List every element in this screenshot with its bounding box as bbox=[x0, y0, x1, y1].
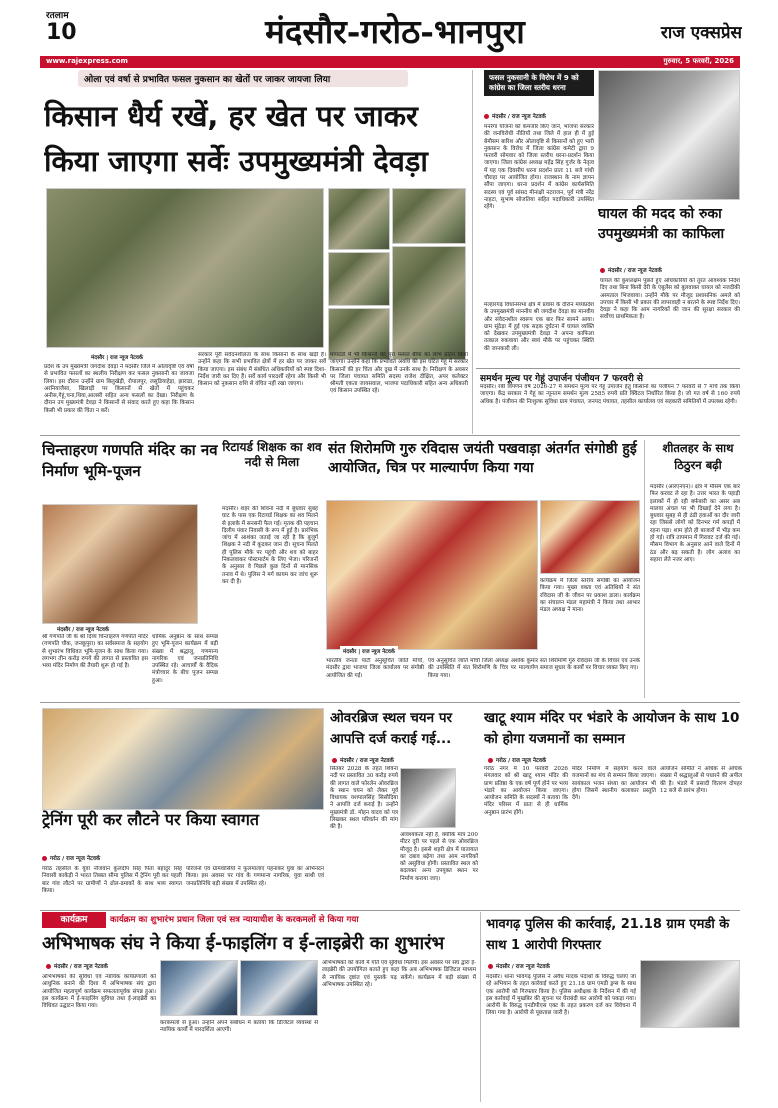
convoy-body-left: मल्हारगढ़ विधानसभा क्षेत्र में प्रवास के दौरान मध्यप्रदेश के उपमुख्यमंत्री माननीय श्री जगदीश देवड़ा का मानवीय और संवेदनशील स्वरूप एक बार फिर सामने आया। ग्राम सूंठेड़ा में हुई एक सड़क दुर्घटना में घायल व्यक्ति को देखकर उपमुख्यमंत्री देवड़ा ने अपना काफिला तत्काल रुकवाया और स्वयं मौके पर पहुंचकर स्थिति की जानकारी ली। bbox=[484, 302, 594, 352]
police-byline: मंदसौर / राज न्यूज नेटवर्क bbox=[488, 962, 550, 970]
overbridge-headline: ओवरब्रिज स्थल चयन पर आपत्ति दर्ज कराई गई... bbox=[330, 710, 453, 747]
lead-photo-3 bbox=[328, 252, 390, 306]
brand-name: राज एक्सप्रेस bbox=[660, 23, 742, 43]
convoy-body-mid: घायल की कुशलक्षेम पूछते हुए अधिकारियों को तुरंत आवश्यक निर्देश दिए तथा बिना किसी देरी के एंबुलेंस को बुलवाकर घायल को नजदीकी अस्पताल भिजवाया। उन्होंने मौके पर मौजूद प्रशासनिक अमले को उपचार में किसी भी प्रकार की लापरवाही न बरतने के स्पष्ट निर्देश दिए। देवड़ा ने कहा कि आम नागरिकों की जान की सुरक्षा सरकार की सर्वोच्च प्राथमिकता है। bbox=[600, 278, 740, 321]
lead-photo-caption: मंदसौर | राज न्यूज नेटवर्क bbox=[88, 352, 146, 362]
msp-body: मंदसौर। रबी विपणन वर्ष 2026-27 में समर्थन मूल्य पर गेहूं उपार्जन हेतु किसानों का पंजीयन 7 फरवरी से 7 मार्च तक किया जाएगा। केंद्र सरकार ने गेहूं का न्यूनतम समर्थन मूल्य 2585 रुपये प्रति क्विंटल निर्धारित किया है। जो गत वर्ष से 160 रुपये अधिक है। पंजीयन की निःशुल्क सुविधा ग्राम पंचायत, जनपद पंचायत, तहसील कार्यालय एवं सहकारी समितियों में उपलब्ध रहेगी। bbox=[480, 384, 740, 405]
cold-headline: शीतलहर के साथ ठिठुरन बढ़ी bbox=[662, 441, 734, 472]
ganpati-body-right: धार्मिक अनुष्ठान के साथ सम्पन्न हुए भूमि-पूजन कार्यक्रम में बड़ी संख्या में श्रद्धालु, गणमान्य नागरिक एवं जनप्रतिनिधि उपस्थित रहे। आचार्यों के वैदिक मंत्रोच्चार के बीच पूजन सम्पन्न हुआ। bbox=[152, 634, 218, 684]
karyakram-headline: अभिभाषक संघ ने किया ई-फाइलिंग व ई-लाइब्रेरी का शुभारंभ bbox=[42, 933, 445, 954]
karyakram-tag: कार्यक्रम bbox=[42, 912, 106, 928]
lead-kicker: ओला एवं वर्षा से प्रभावित फसल नुकसान का खेतों पर जाकर जायजा लिया bbox=[78, 70, 408, 87]
ravidas-body-side: कार्यक्रम में जिला स्तरीय संगोष्ठी का आयोजन किया गया। मुख्य वक्ता एवं अतिथियों ने संत रविदास जी के जीवन पर प्रकाश डाला। कार्यक्रम का संचालन मंडल महामंत्री ने किया तथा आभार मंडल अध्यक्ष ने माना। bbox=[540, 578, 640, 614]
masthead-date: गुरुवार, 5 फरवरी, 2026 bbox=[663, 57, 734, 65]
msp-rule bbox=[476, 368, 740, 369]
lead-photo-main bbox=[46, 188, 324, 348]
training-headline: ट्रेनिंग पूरी कर लौटने पर किया स्वागत bbox=[42, 810, 259, 829]
teacher-body: मंदसौर। शहर की शिवना नदी में बुधवार सुबह घाट के पास एक रिटायर्ड शिक्षक का शव मिलने से इलाके में सनसनी फैल गई। मृतक की पहचान दिलीप पंवार निवासी के रूप में हुई है। प्रारंभिक जांच में आशंका जताई जा रही है कि बुजुर्ग शिक्षक ने नदी में कूदकर जान दी। सूचना मिलते ही पुलिस मौके पर पहुंची और शव को बाहर निकलवाकर पोस्टमार्टम के लिए भेजा। परिजनों के अनुसार वे पिछले कुछ दिनों से मानसिक तनाव में थे। पुलिस ने मर्ग कायम कर जांच शुरू कर दी है। bbox=[222, 506, 318, 585]
overbridge-body-right: आवश्यकता नहीं है, क्योंकि मात्र 200 मीटर दूरी पर पहले से एक ओवरब्रिज मौजूद है। इससे शहरी क्षेत्र में यातायात का दबाव बढ़ेगा तथा आम नागरिकों को असुविधा होगी। प्रस्तावित स्थल को बदलकर अन्य उपयुक्त स्थान पर निर्माण कराया जाए। bbox=[400, 832, 478, 882]
side-story-byline: मंदसौर / राज न्यूज नेटवर्क bbox=[484, 112, 546, 120]
overbridge-photo bbox=[400, 768, 456, 828]
lead-photo-6 bbox=[392, 246, 466, 360]
training-body-right: परिजनों एवं ग्रामवासियों ने फूलमालाएं पहनाकर युवा का अभिनंदन किया। इस अवसर पर गांव के गणमान्य नागरिक, युवा साथी एवं जनप्रतिनिधि बड़ी संख्या में उपस्थित रहे। bbox=[186, 866, 324, 887]
lead-body-left: प्रदेश के उप मुख्यमंत्री जगदीश देवड़ा ने मंदसौर जिले में ओलावृष्टि एवं वर्षा से प्रभावित फसलों का स्थलीय निरीक्षण कर फसल नुकसानी का जायजा लिया। इस दौरान उन्होंने ग्राम बिलुखेड़ी, रोपालपुर, लसूडियाहेड़ा, झाराडा, अरनियाजैसा, खिलाड़ी पर किसानों से खेतों में पहुंचकर अनीस,गेहूं,चना,धिया,आलसी सहित अन्य फसलों का देखा। निरीक्षण के दौरान उप मुख्यमंत्री देवड़ा ने किसानों से संवाद करते हुए कहा कि किसान किसी भी प्रकार की चिंता न करें। bbox=[44, 364, 194, 414]
police-divider bbox=[480, 912, 481, 1102]
page-number: 10 bbox=[46, 20, 77, 45]
ravidas-headline: संत शिरोमणि गुरु रविदास जयंती पखवाड़ा अंतर्गत संगोष्ठी हुई आयोजित, चित्र पर माल्यार्पण किया गया bbox=[328, 441, 637, 476]
karyakram-body-left: अभिभाषकों की सुविधा एवं न्यायिक कार्यप्रणाली को आधुनिक बनाने की दिशा में अभिभाषक संघ द्वारा आयोजित महत्वपूर्ण कार्यक्रम सफलतापूर्वक संपन्न हुआ। इस कार्यक्रम में ई-फाइलिंग सुविधा तथा ई-लाइब्रेरी का विधिवत उद्घाटन किया गया। bbox=[42, 974, 156, 1010]
ganpati-headline: चिन्ताहरण गणपति मंदिर का नव निर्माण भूमि-पूजन bbox=[42, 441, 218, 480]
convoy-headline: घायल की मदद को रुका उपमुख्यमंत्री का काफिला bbox=[598, 206, 725, 242]
convoy-byline: मंदसौर / राज न्यूज नेटवर्क bbox=[600, 266, 662, 274]
overbridge-body-left: सितंबर 2028 के तहत शिवना नदी पर प्रस्तावित 30 करोड़ रुपये की लागत वाले फोरलेन ओवरब्रिज के स्थान चयन को लेकर पूर्व विधायक यशपालसिंह सिसौदिया ने आपत्ति दर्ज कराई है। उन्होंने मुख्यमंत्री डॉ. मोहन यादव को पत्र लिखकर स्थल परिवर्तन की मांग की है। bbox=[330, 766, 398, 831]
col-divider bbox=[472, 70, 473, 434]
website-link[interactable]: www.rajexpress.com bbox=[46, 57, 128, 65]
police-body: मंदसौर। थाना भावगढ़ पुलिस ने अवैध मादक पदार्थों के विरुद्ध चलाए जा रहे अभियान के तहत कार्रवाई करते हुए 21.18 ग्राम एमडी ड्रग्स के साथ एक आरोपी को गिरफ्तार किया है। पुलिस अधीक्षक के निर्देशन में की गई इस कार्रवाई में मुखबिर की सूचना पर घेराबंदी कर आरोपी को पकड़ा गया। आरोपी के विरुद्ध एनडीपीएस एक्ट के तहत प्रकरण दर्ज कर विवेचना में लिया गया है। आरोपी से पूछताछ जारी है। bbox=[486, 974, 636, 1017]
msp-headline: समर्थन मूल्य पर गेहूं उपार्जन पंजीयन 7 फरवरी से bbox=[480, 374, 643, 384]
ravidas-photo bbox=[326, 500, 538, 650]
ganpati-caption: मंदसौर / राज न्यूज नेटवर्क bbox=[54, 624, 112, 634]
khatu-headline: खाटू श्याम मंदिर पर भंडारे के आयोजन के साथ 10 को होगा यजमानों का सम्मान bbox=[484, 710, 740, 747]
masthead-bar bbox=[40, 56, 740, 68]
ganpati-photo bbox=[42, 504, 198, 624]
side-story-photo bbox=[598, 70, 740, 200]
section-rule-2 bbox=[40, 702, 740, 703]
karyakram-kicker: कार्यक्रम का शुभारंभ प्रधान जिला एवं सत्र न्यायाधीश के करकमलों से किया गया bbox=[110, 915, 359, 925]
side-story-body: मनरेगा योजना को कमजोर किए जाने, भाजपा सरकार की जनविरोधी नीतियों तथा जिले में हाल ही में हुई बेमौसम बारिश और ओलावृष्टि से किसानों को हुए भारी नुकसान के विरोध में जिला कांग्रेस कमेटी द्वारा 9 फरवरी सोमवार को जिला स्तरीय धरना-प्रदर्शन किया जाएगा। जिला कांग्रेस अध्यक्ष महेंद्र सिंह गुर्जर के नेतृत्व में यह एक दिवसीय धरना प्रदर्शन प्रातः 11 बजे गांधी चौराहा पर आयोजित होगा। राजस्थान के नाम ज्ञापन सौंपा जाएगा। धरना प्रदर्शन में कांग्रेस कार्यसमिति सदस्य एवं पूर्व सांसद मीनाक्षी नटराजन, पूर्व मंत्री नरेंद्र नाहटा, सुभाष सोजतिया सहित पदाधिकारी उपस्थित रहेंगे। bbox=[484, 124, 594, 211]
karyakram-photo-1 bbox=[160, 960, 238, 1016]
masthead-title: मंदसौर-गरोठ-भानपुरा bbox=[265, 12, 525, 51]
ganpati-body-left: श्री गणपति जी के श्री दिव्य चिन्ताहरण गणपति मंदिर (गणपति चौक, जनकूपुरा) का सर्वसमाज के सहयोग से शुभारंभ विधिवत भूमि-पूजन के साथ किया गया। लगभग तीन करोड़ रुपये की लागत से प्रस्तावित इस भव्य मंदिर निर्माण की तैयारी शुरू हो गई है। bbox=[42, 634, 148, 670]
masthead-city: रतलाम bbox=[46, 11, 69, 21]
khatu-body-right: आयोजन समिति ने अधिक से अधिक संख्या में श्रद्धालुओं से पधारने की अपील की है। भंडारे में प्रसादी वितरण दोपहर 12 बजे से प्रारंभ होगा। bbox=[660, 766, 742, 794]
lead-headline: किसान धैर्य रखें, हर खेत पर जाकर किया जाएगा सर्वेः उपमुख्यमंत्री देवड़ा bbox=[44, 99, 428, 178]
lead-body-mid: सरकार पूरी संवेदनशीलता के साथ किसानों के साथ खड़ी है। उन्होंने कहा कि सभी प्रभावित क्षेत्रों में हर खेत पर जाकर सर्वे किया जाएगा। इस संबंध में संबंधित अधिकारियों को स्पष्ट दिशा-निर्देश जारी कर दिए हैं। सर्वे कार्य पारदर्शी रहेगा और किसी भी किसान को नुकसान राशि से वंचित नहीं रखा जाएगा। bbox=[198, 352, 326, 388]
police-headline: भावगढ़ पुलिस की कार्रवाई, 21.18 ग्राम एमडी के साथ 1 आरोपी गिरफ्तार bbox=[486, 917, 730, 953]
karyakram-body-mid: करकमलों से हुआ। उन्होंने अपने संबोधन में बताया कि डिजिटल व्यवस्था से न्यायिक कार्यों में पारदर्शिता आएगी। bbox=[160, 1020, 318, 1034]
karyakram-byline: मंदसौर / राज न्यूज नेटवर्क bbox=[46, 962, 108, 970]
training-body-left: गरोठ तहसील के युवा नौजवान कुलदीप सिंह पिता बहादुर सिंह निवासी काकेड़ी ने भारत तिब्बत सीमा पुलिस में ट्रेनिंग पूरी कर पहली बार गांव लौटने पर ग्रामीणों ने ढोल-ढमाकों के साथ भव्य स्वागत किया। bbox=[42, 866, 182, 894]
ravidas-body-right: संत शिरोमणि गुरु रविदास जी के विचार एवं उनके समाज सुधार के कार्यों पर विचार व्यक्त किए गए। bbox=[540, 658, 640, 672]
side-story-kicker: फसल नुकसानी के विरोध में 9 को कांग्रेस का जिला स्तरीय धरना bbox=[484, 70, 594, 96]
section-rule-1 bbox=[40, 435, 740, 436]
khatu-body-mid: मंदिर निर्माण में सहयोग करने वाले यजमानों का मंच से सम्मान किया जाएगा। सायंकाल भजन संध्या का आयोजन भी होगा जिसमें स्थानीय कलाकार प्रस्तुति देंगे। bbox=[572, 766, 656, 802]
training-photo bbox=[42, 708, 324, 810]
cold-body: मंदसौर (आरएनएन)। क्षेत्र में मौसम एक बार फिर करवट ले रहा है। उत्तर भारत के पहाड़ी इलाकों में हो रही बर्फबारी का असर अब मालवा अंचल पर भी दिखाई देने लगा है। बुधवार सुबह से ही ठंडी हवाओं का दौर जारी रहा जिससे लोगों को दिनभर गर्म कपड़ों में रहना पड़ा। शाम होते ही बाजारों में भीड़ कम हो गई। रात्रि तापमान में गिरावट दर्ज की गई। मौसम विभाग के अनुसार आने वाले दिनों में ठंड और बढ़ सकती है। लोग अलाव का सहारा लेते नजर आए। bbox=[650, 484, 740, 563]
section-rule-3 bbox=[40, 910, 740, 911]
khatu-byline: गरोठ / राज न्यूज नेटवर्क bbox=[488, 756, 546, 764]
lead-photo-2 bbox=[328, 188, 390, 250]
police-photo bbox=[640, 960, 740, 1028]
khatu-body-left: गरोठ नगर में 10 फरवरी 2026 मंगलवार को श्री खाटू श्याम मंदिर की प्राण प्रतिष्ठा के एक वर्ष पूर्ण होने पर भव्य भंडारे का आयोजन किया जाएगा। आयोजन समिति के सदस्यों ने बताया कि मंदिर परिसर में प्रातः से ही धार्मिक अनुष्ठान प्रारंभ होंगे। bbox=[484, 766, 568, 816]
ravidas-caption: मंदसौर | राज न्यूज नेटवर्क bbox=[340, 646, 398, 656]
ravidas-photo-2 bbox=[540, 500, 640, 574]
overbridge-byline: मंदसौर / राज न्यूज नेटवर्क bbox=[332, 756, 394, 764]
masthead bbox=[0, 0, 778, 68]
training-byline: गरोठ / राज न्यूज नेटवर्क bbox=[42, 854, 100, 862]
lead-photo-5 bbox=[392, 188, 466, 244]
teacher-headline: रिटायर्ड शिक्षक का शव नदी से मिला bbox=[222, 440, 322, 469]
lead-body-right: मापदंडों में भी किसानों को पूरा फसल बीमा का लाभ प्रदान किया जाएगा। उन्होंने कहा कि प्रभावित अवधि की इस घटित गेहूं में सरकार किसानों की हर चिंता और दुख में उनके साथ है। निरीक्षण के अवसर पर जिला पंचायत समिति सदस्य राजेश दीक्षित, अपर कलेक्टर श्रीमती एकता जायसवाल, भाजपा पदाधिकारी सहित अन्य अधिकारी एवं किसान उपस्थित रहे। bbox=[330, 352, 468, 395]
cold-divider bbox=[644, 440, 645, 698]
karyakram-body-right: अभिभाषकों को कार्य में गति एवं सुविधा मिलेगी। इस अवसर पर संघ द्वारा ई-लाइब्रेरी की उपयोगिता बताते हुए कहा कि अब अभिभाषक डिजिटल माध्यम से न्यायिक दृष्टांत एवं पुस्तकें पढ़ सकेंगे। कार्यक्रम में बड़ी संख्या में अभिभाषक उपस्थित रहे। bbox=[322, 960, 476, 988]
ravidas-body-mid: एवं अनुसूचित जाति मोर्चा जिला अध्यक्ष अशोक कुमार की उपस्थिति में संत शिरोमणि के चित्र पर माल्यार्पण किया गया। bbox=[428, 658, 538, 679]
ravidas-body-left: भारतीय जनता पार्टी अनुसूचित जाति मोर्चा, मंदसौर द्वारा भाजपा जिला कार्यालय पर संगोष्ठी आयोजित की गई। bbox=[326, 658, 424, 679]
karyakram-photo-2 bbox=[240, 960, 318, 1016]
